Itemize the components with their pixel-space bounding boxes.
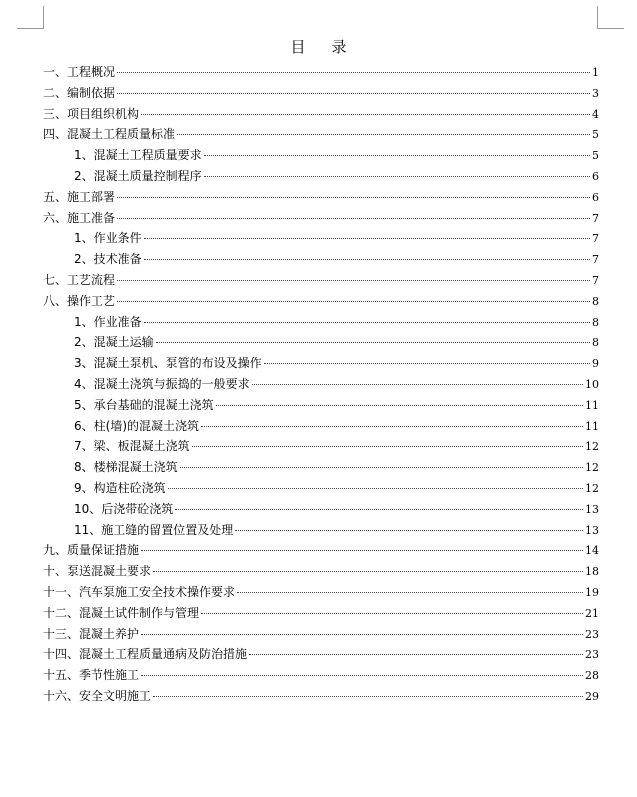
page-corner-mark-top-right <box>597 6 624 29</box>
toc-entry-label: 11、施工缝的留置位置及处理 <box>74 522 234 537</box>
toc-entry-page-number: 13 <box>585 523 599 537</box>
toc-entry-page-number: 7 <box>592 211 599 225</box>
toc-entry[interactable] <box>43 312 599 333</box>
toc-leader-dots <box>201 613 583 614</box>
toc-list <box>43 62 599 707</box>
toc-entry-page-number: 8 <box>592 336 599 350</box>
toc-entry-page-number: 7 <box>592 232 599 246</box>
toc-leader-dots <box>144 322 590 323</box>
toc-entry-label: 9、构造柱砼浇筑 <box>74 480 166 495</box>
toc-entry-page-number: 7 <box>592 273 599 287</box>
toc-entry-page-number: 12 <box>585 440 599 454</box>
toc-entry-page-number: 3 <box>592 86 599 100</box>
toc-entry-label: 8、楼梯混凝土浇筑 <box>74 460 178 475</box>
toc-entry-label: 2、混凝土质量控制程序 <box>74 168 202 183</box>
toc-entry-label: 十五、季节性施工 <box>43 668 140 683</box>
toc-entry-label: 四、混凝土工程质量标准 <box>43 127 176 142</box>
toc-entry-label: 十、泵送混凝土要求 <box>43 564 152 579</box>
toc-entry-label: 六、施工准备 <box>43 210 116 225</box>
toc-leader-dots <box>141 675 583 676</box>
toc-entry[interactable] <box>43 686 599 707</box>
toc-entry-page-number: 6 <box>592 190 599 204</box>
toc-leader-dots <box>201 426 583 427</box>
toc-entry-label: 五、施工部署 <box>43 189 116 204</box>
toc-entry-label: 八、操作工艺 <box>43 293 116 308</box>
toc-entry[interactable] <box>43 353 599 374</box>
toc-entry[interactable] <box>43 166 599 187</box>
toc-entry-page-number: 23 <box>585 648 599 662</box>
toc-entry[interactable] <box>43 208 599 229</box>
toc-leader-dots <box>153 696 583 697</box>
toc-entry[interactable] <box>43 582 599 603</box>
toc-entry[interactable] <box>43 145 599 166</box>
toc-leader-dots <box>204 155 590 156</box>
toc-entry-page-number: 5 <box>592 149 599 163</box>
toc-entry[interactable] <box>43 374 599 395</box>
toc-leader-dots <box>192 446 583 447</box>
toc-entry-label: 7、梁、板混凝土浇筑 <box>74 439 190 454</box>
toc-entry[interactable] <box>43 436 599 457</box>
toc-entry[interactable] <box>43 416 599 437</box>
toc-entry[interactable] <box>43 187 599 208</box>
toc-entry-label: 十四、混凝土工程质量通病及防治措施 <box>43 647 248 662</box>
toc-entry-page-number: 12 <box>585 461 599 475</box>
toc-leader-dots <box>144 259 590 260</box>
toc-entry-page-number: 4 <box>592 107 599 121</box>
toc-entry[interactable] <box>43 499 599 520</box>
toc-entry[interactable] <box>43 291 599 312</box>
toc-entry[interactable] <box>43 249 599 270</box>
toc-entry-label: 十六、安全文明施工 <box>43 688 152 703</box>
toc-entry-label: 1、作业条件 <box>74 231 142 246</box>
page-corner-mark-top-left <box>17 6 44 29</box>
toc-entry-label: 1、作业准备 <box>74 314 142 329</box>
toc-entry[interactable] <box>43 62 599 83</box>
toc-entry-label: 2、技术准备 <box>74 252 142 267</box>
toc-leader-dots <box>117 280 590 281</box>
toc-entry-page-number: 28 <box>585 669 599 683</box>
toc-leader-dots <box>117 197 590 198</box>
toc-entry-label: 4、混凝土浇筑与振捣的一般要求 <box>74 376 250 391</box>
toc-entry[interactable] <box>43 540 599 561</box>
toc-entry-label: 十二、混凝土试件制作与管理 <box>43 605 200 620</box>
toc-entry[interactable] <box>43 561 599 582</box>
toc-leader-dots <box>252 384 583 385</box>
toc-entry-page-number: 8 <box>592 294 599 308</box>
toc-entry-label: 九、质量保证措施 <box>43 543 140 558</box>
toc-entry[interactable] <box>43 644 599 665</box>
toc-entry[interactable] <box>43 228 599 249</box>
toc-leader-dots <box>237 592 583 593</box>
toc-entry[interactable] <box>43 270 599 291</box>
toc-leader-dots <box>175 509 583 510</box>
toc-leader-dots <box>235 530 583 531</box>
toc-entry-page-number: 29 <box>585 689 599 703</box>
toc-leader-dots <box>153 571 583 572</box>
toc-entry-page-number: 5 <box>592 128 599 142</box>
toc-entry-label: 一、工程概况 <box>43 65 116 79</box>
toc-leader-dots <box>141 550 583 551</box>
toc-entry[interactable] <box>43 520 599 541</box>
toc-entry-page-number: 7 <box>592 253 599 267</box>
toc-entry-page-number: 13 <box>585 502 599 516</box>
toc-leader-dots <box>204 176 590 177</box>
toc-entry[interactable] <box>43 457 599 478</box>
toc-entry-page-number: 12 <box>585 481 599 495</box>
toc-leader-dots <box>177 134 590 135</box>
toc-entry-page-number: 10 <box>585 377 599 391</box>
toc-entry[interactable] <box>43 124 599 145</box>
toc-entry-page-number: 18 <box>585 565 599 579</box>
toc-leader-dots <box>216 405 583 406</box>
toc-entry-label: 十一、汽车泵施工安全技术操作要求 <box>43 584 236 599</box>
toc-entry-page-number: 14 <box>585 544 599 558</box>
toc-entry[interactable] <box>43 395 599 416</box>
toc-title-part1: 目 <box>290 38 306 56</box>
toc-leader-dots <box>117 72 590 73</box>
toc-leader-dots <box>117 93 590 94</box>
toc-entry[interactable] <box>43 104 599 125</box>
toc-leader-dots <box>156 342 590 343</box>
toc-entry-label: 3、混凝土泵机、泵管的布设及操作 <box>74 356 262 371</box>
toc-leader-dots <box>141 634 583 635</box>
toc-entry-page-number: 8 <box>592 315 599 329</box>
toc-title <box>0 36 637 57</box>
toc-entry-label: 三、项目组织机构 <box>43 106 140 121</box>
toc-entry-page-number: 11 <box>585 398 599 412</box>
toc-entry-label: 二、编制依据 <box>43 85 116 100</box>
toc-entry-label: 10、后浇带砼浇筑 <box>74 501 174 516</box>
toc-entry-page-number: 11 <box>585 419 599 433</box>
toc-leader-dots <box>264 363 590 364</box>
toc-entry-label: 5、承台基础的混凝土浇筑 <box>74 397 214 412</box>
toc-entry[interactable] <box>43 478 599 499</box>
toc-entry-label: 6、柱(墙)的混凝土浇筑 <box>74 418 199 433</box>
toc-leader-dots <box>141 114 590 115</box>
toc-entry-label: 七、工艺流程 <box>43 272 116 287</box>
toc-leader-dots <box>117 218 590 219</box>
toc-entry-page-number: 9 <box>592 357 599 371</box>
toc-entry-page-number: 19 <box>585 585 599 599</box>
toc-leader-dots <box>180 467 583 468</box>
toc-entry-label: 2、混凝土运输 <box>74 335 154 350</box>
toc-entry[interactable] <box>43 665 599 686</box>
toc-leader-dots <box>117 301 590 302</box>
toc-title-part2: 录 <box>331 38 347 56</box>
toc-entry[interactable] <box>43 603 599 624</box>
toc-leader-dots <box>249 654 583 655</box>
toc-leader-dots <box>144 238 590 239</box>
toc-entry[interactable] <box>43 83 599 104</box>
toc-entry-page-number: 1 <box>592 66 599 79</box>
toc-entry[interactable] <box>43 332 599 353</box>
toc-entry-label: 1、混凝土工程质量要求 <box>74 148 202 163</box>
toc-entry-label: 十三、混凝土养护 <box>43 626 140 641</box>
toc-entry-page-number: 6 <box>592 169 599 183</box>
toc-entry-page-number: 21 <box>585 606 599 620</box>
toc-entry-page-number: 23 <box>585 627 599 641</box>
toc-leader-dots <box>168 488 583 489</box>
toc-entry[interactable] <box>43 624 599 645</box>
